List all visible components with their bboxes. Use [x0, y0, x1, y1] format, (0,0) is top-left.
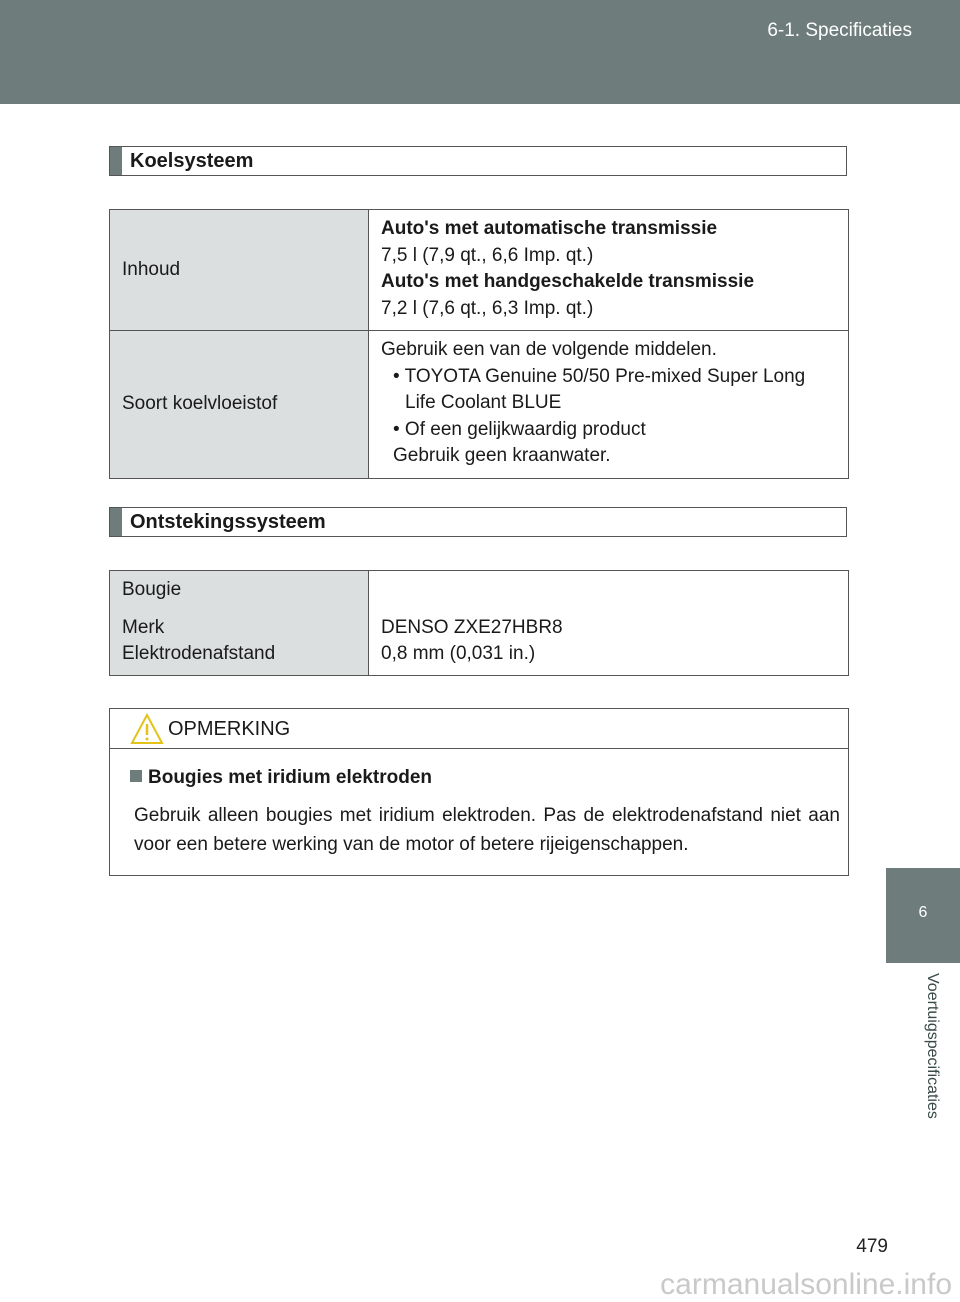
warning-icon: [130, 713, 164, 745]
cooling-title-text: Koelsysteem: [130, 150, 254, 172]
brand-value: DENSO ZXE27HBR8: [381, 617, 563, 638]
spark-plug-values: [369, 571, 849, 676]
title-bar: [110, 508, 122, 536]
manual-heading: Auto's met handgeschakelde transmissie: [381, 271, 755, 292]
chapter-number: 6: [918, 904, 928, 921]
coolant-type-value: [369, 331, 849, 479]
capacity-label: Inhoud: [110, 210, 369, 331]
notice-subtitle-row: [130, 767, 432, 789]
cooling-section-title: [109, 146, 847, 176]
brand-label: Merk: [122, 617, 165, 638]
coolant-intro: Gebruik een van de volgende middelen.: [381, 339, 717, 360]
section-heading: 6-1. Specificaties: [767, 20, 912, 41]
page-number: 479: [856, 1236, 888, 1257]
ignition-section-title: [109, 507, 847, 537]
ignition-title-text: Ontstekingssysteem: [130, 511, 326, 533]
automatic-capacity: 7,5 l (7,9 qt., 6,6 Imp. qt.): [381, 244, 594, 266]
manual-capacity: 7,2 l (7,6 qt., 6,3 Imp. qt.): [381, 297, 594, 319]
notice-box: [109, 708, 849, 876]
table-row: [110, 571, 849, 676]
table-row: [110, 210, 849, 331]
coolant-warning: Gebruik geen kraanwater.: [393, 445, 611, 466]
spark-plug-labels: [110, 571, 369, 676]
spark-plug-label: Bougie: [122, 579, 182, 600]
gap-label: Elektrodenafstand: [122, 643, 276, 664]
chapter-label: Voertuigspecificaties: [924, 973, 941, 1119]
capacity-value: [369, 210, 849, 331]
coolant-type-label: Soort koelvloeistof: [110, 331, 369, 479]
automatic-heading: Auto's met automatische transmissie: [381, 218, 718, 239]
notice-subtitle: Bougies met iridium elektroden: [148, 767, 432, 788]
gap-value: 0,8 mm (0,031 in.): [381, 643, 536, 664]
page-header: [0, 0, 960, 104]
notice-body: Gebruik alleen bougies met iridium elektroden. Pas de elektrodenafstand niet aan voor een betere werking van de motor of betere rijeigenschappen.: [134, 805, 840, 855]
coolant-option-1: • TOYOTA Genuine 50/50 Pre-mixed Super Long Life Coolant BLUE: [393, 365, 806, 413]
title-bar: [110, 147, 122, 175]
table-row: [110, 331, 849, 479]
cooling-table: [109, 209, 849, 479]
notice-header: [110, 709, 848, 749]
square-bullet-icon: [130, 770, 142, 782]
notice-title: OPMERKING: [168, 718, 291, 740]
coolant-option-2: • Of een gelijkwaardig product: [393, 418, 646, 440]
chapter-tab: [886, 868, 960, 963]
chapter-tab-label: [886, 963, 960, 1213]
watermark-text: carmanualsonline.info: [660, 1268, 952, 1301]
ignition-table: [109, 570, 849, 676]
